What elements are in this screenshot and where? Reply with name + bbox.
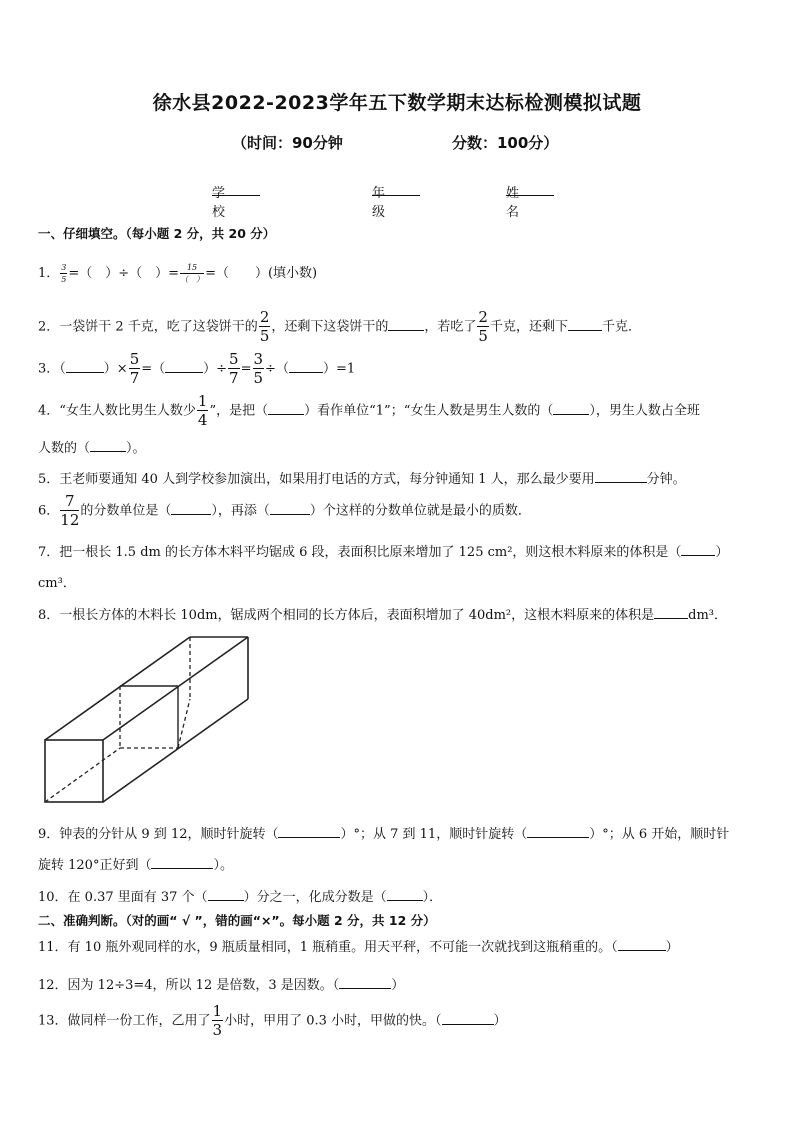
question-9-line-2 (38, 854, 233, 873)
question-4 (38, 394, 700, 428)
q2-text-c: ，若吃了 (424, 319, 477, 335)
q3-text-h: ）=1 (322, 361, 356, 377)
q3-text-f: = (240, 361, 252, 377)
q1-fraction-2: $\frac{15}{( )}$ (180, 262, 205, 284)
q11-end: ） (665, 940, 679, 955)
q2-text-e: 千克，还剩下 (489, 319, 568, 335)
school-label: 学校 (212, 186, 226, 220)
q7-blank[interactable] (681, 543, 715, 556)
time-label: （时间：90分钟 (232, 134, 343, 152)
question-7 (38, 541, 728, 560)
question-5 (38, 468, 686, 487)
grade-label: 年级 (372, 186, 386, 220)
q9-blank-3[interactable] (151, 856, 213, 869)
q12-text: 12．因为 12÷3=4，所以 12 是倍数，3 是因数。（ (38, 978, 340, 993)
q9-text-c: ）°；从 6 开始，顺时针 (589, 827, 730, 842)
q13-text-a: 13．做同样一份工作，乙用了 (38, 1013, 211, 1029)
section-heading-judge: 二、准确判断。（对的画“ √ ”，错的画“×”。每小题 2 分，共 12 分） (38, 913, 436, 928)
question-3 (38, 352, 355, 386)
q5-blank[interactable] (595, 470, 647, 483)
q9-blank-2[interactable] (527, 825, 589, 838)
q13-end: ） (493, 1013, 507, 1029)
question-11 (38, 936, 679, 955)
q4-line2-a: 人数的（ (38, 441, 91, 456)
q2-fraction: $\frac{2}{5}$ (259, 308, 270, 345)
q4-blank-2[interactable] (553, 402, 589, 415)
cuboid-figure (40, 632, 255, 807)
q4-line2-b: ）。 (126, 441, 146, 456)
q2-blank-2[interactable] (568, 318, 602, 331)
question-4-line-2 (38, 437, 146, 456)
q10-text-a: 10．在 0.37 里面有 37 个（ (38, 890, 208, 905)
front-face (45, 740, 103, 802)
q9-text-b: ）°；从 7 到 11，顺时针旋转（ (340, 827, 528, 842)
q12-end: ） (391, 978, 405, 993)
q4-text-a: 4．“女生人数比男生人数少 (38, 403, 196, 419)
section-heading-fill: 一、仔细填空。（每小题 2 分，共 20 分） (38, 226, 276, 241)
q3-text-b: ）× (103, 361, 128, 377)
q2-fraction-2: $\frac{2}{5}$ (478, 308, 488, 345)
grade-blank[interactable] (372, 182, 420, 196)
q9-text-a: 9．钟表的分针从 9 到 12，顺时针旋转（ (38, 827, 279, 842)
q7-text-a: 7．把一根长 1.5 dm 的长方体木料平均锯成 6 段，表面积比原来增加了 125 cm²，则这根木料原来的体积是（ (38, 545, 682, 560)
q3-fraction-3: $\frac{3}{5}$ (253, 350, 264, 387)
q10-text-b: ）分之一，化成分数是（ (243, 890, 387, 905)
question-7-line-2: cm³． (38, 576, 76, 591)
q3-text-a: 3．（ (38, 361, 66, 377)
q10-blank-2[interactable] (387, 888, 423, 901)
q3-text-g: ÷（ (265, 361, 289, 377)
q3-blank-3[interactable] (289, 360, 323, 373)
q8-blank[interactable] (654, 606, 688, 619)
q5-text-a: 5．王老师要通知 40 人到学校参加演出，如果用打电话的方式，每分钟通知 1 人，那么最少要用 (38, 472, 595, 487)
q8-text-b: dm³． (688, 608, 728, 623)
q6-text-c: ），再添（ (211, 503, 270, 519)
question-6 (38, 494, 531, 528)
q1-tail: =（ ）(填小数) (205, 266, 318, 281)
q1-middle: =（ ）÷（ ）= (68, 266, 180, 281)
q10-text-c: ）． (422, 890, 443, 905)
q2-text-f: 千克． (601, 319, 641, 335)
q3-fraction-2: $\frac{5}{7}$ (229, 350, 239, 387)
q13-text-b: 小时，甲用了 0.3 小时，甲做的快。（ (224, 1013, 442, 1029)
q6-fraction: $\frac{7}{12}$ (60, 492, 80, 529)
question-2 (38, 310, 641, 344)
q3-text-c: =（ (141, 361, 166, 377)
question-12 (38, 974, 404, 993)
q8-text-a: 8．一根长方体的木料长 10dm，锯成两个相同的长方体后，表面积增加了 40dm²，这根木料原来的体积是 (38, 608, 655, 623)
name-label: 姓名 (506, 186, 520, 220)
q12-blank[interactable] (339, 976, 391, 989)
q3-text-e: ）÷ (203, 361, 228, 377)
score-label: 分数：100分） (452, 134, 559, 152)
q2-blank-1[interactable] (388, 318, 424, 331)
q3-blank-2[interactable] (165, 360, 203, 373)
q4-blank-3[interactable] (90, 439, 126, 452)
q6-blank-1[interactable] (171, 502, 211, 515)
q7-text-b: ） (715, 545, 729, 560)
question-10 (38, 886, 442, 905)
q11-blank[interactable] (618, 938, 666, 951)
q4-text-b: ”，是把（ (209, 403, 269, 419)
q4-text-e: ），男生人数占全班 (589, 403, 700, 419)
question-1 (38, 262, 317, 284)
q2-text-a: 2．一袋饼干 2 千克，吃了这袋饼干的 (38, 319, 258, 335)
q4-text-c: ）看作单位“1”；“女生人数是男生人数的（ (304, 403, 554, 419)
q13-blank[interactable] (442, 1012, 494, 1025)
q9-line2-b: ）。 (213, 858, 233, 873)
q6-text-e: ）个这样的分数单位就是最小的质数． (309, 503, 531, 519)
q3-fraction-1: $\frac{5}{7}$ (129, 350, 140, 387)
q6-text-b: 的分数单位是（ (80, 503, 172, 519)
q9-blank-1[interactable] (278, 825, 340, 838)
school-blank[interactable] (212, 182, 260, 196)
q10-blank-1[interactable] (208, 888, 244, 901)
q1-fraction: $\frac{3}{5}$ (61, 262, 67, 284)
question-9 (38, 823, 729, 842)
page-title: 徐水县2022-2023学年五下数学期末达标检测模拟试题 (152, 92, 642, 114)
q6-text-a: 6． (38, 503, 60, 519)
q13-fraction: $\frac{1}{3}$ (212, 1002, 223, 1039)
q11-text: 11．有 10 瓶外观同样的水，9 瓶质量相同，1 瓶稍重。用天平秤，不可能一次就找到这瓶稍重的。（ (38, 940, 618, 955)
question-8 (38, 604, 727, 623)
q4-blank-1[interactable] (268, 402, 304, 415)
q4-fraction: $\frac{1}{4}$ (197, 392, 208, 429)
q2-text-b: ，还剩下这袋饼干的 (271, 319, 389, 335)
name-blank[interactable] (506, 182, 554, 196)
question-13 (38, 1004, 507, 1038)
q6-blank-2[interactable] (270, 502, 310, 515)
q1-number: 1． (38, 266, 60, 281)
q5-text-b: 分钟。 (646, 472, 686, 487)
q9-line2-a: 旋转 120°正好到（ (38, 858, 152, 873)
q3-blank-1[interactable] (66, 360, 104, 373)
